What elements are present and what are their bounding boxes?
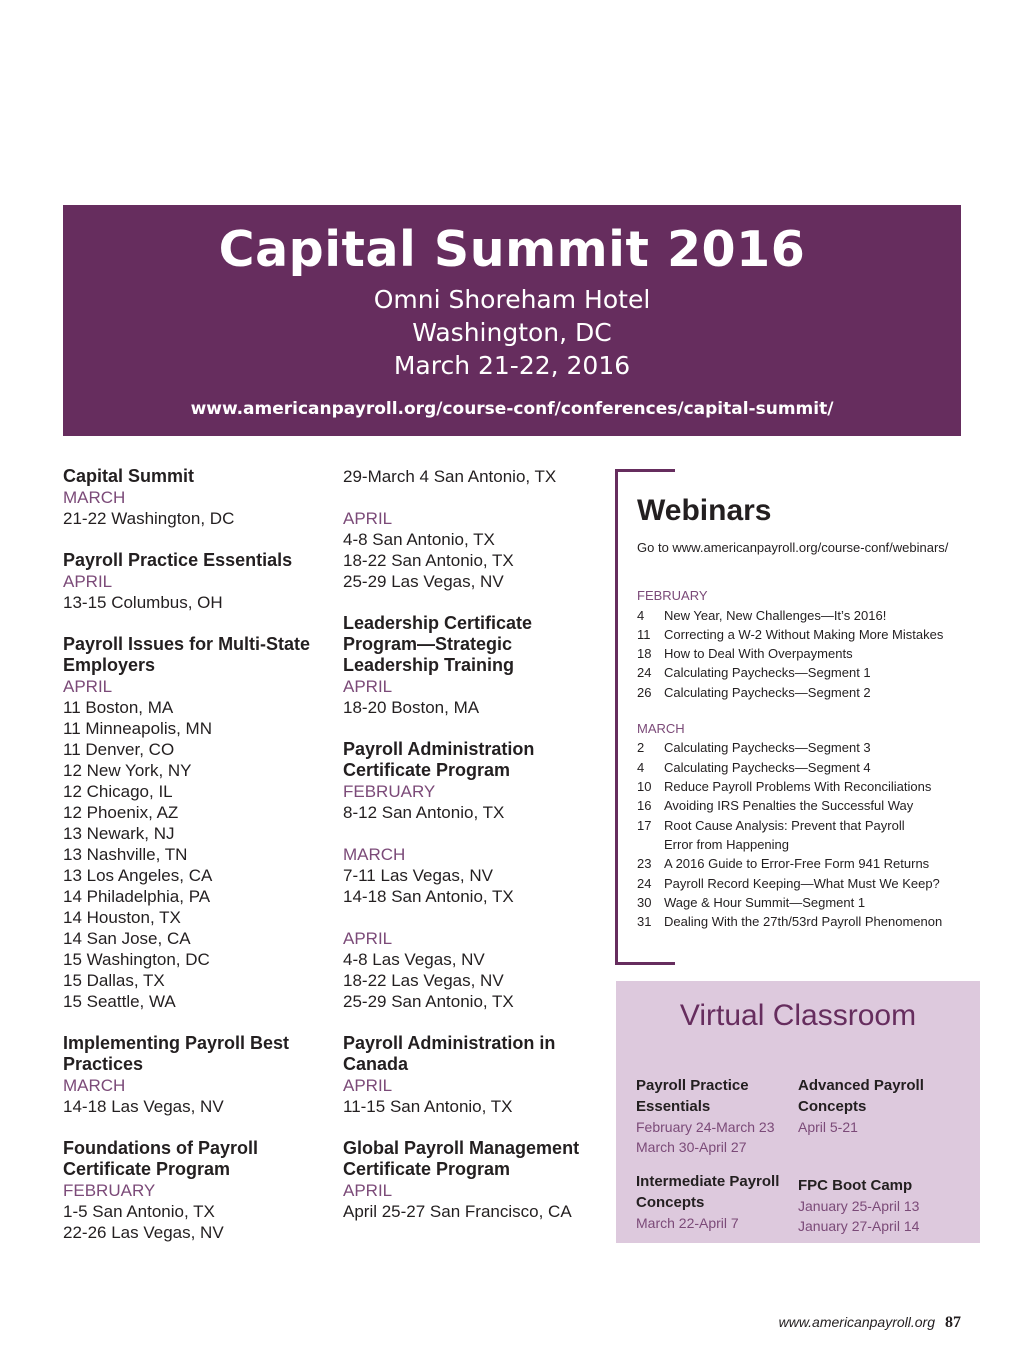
vc-item-date: April 5-21 bbox=[798, 1119, 858, 1135]
webinar-month: FEBRUARY bbox=[637, 588, 708, 603]
event-line: April 25-27 San Francisco, CA bbox=[343, 1202, 572, 1221]
course-title: Payroll Issues for Multi-State Employers bbox=[63, 634, 311, 675]
schedule-block bbox=[63, 571, 333, 613]
schedule-block bbox=[343, 928, 605, 1012]
courses-column-2 bbox=[343, 466, 605, 1222]
webinar-title: Calculating Paychecks—Segment 2 bbox=[664, 684, 871, 700]
event-line: 18-20 Boston, MA bbox=[343, 698, 480, 717]
webinar-item[interactable] bbox=[637, 625, 977, 644]
event-line: 8-12 San Antonio, TX bbox=[343, 803, 505, 822]
banner-city: Washington, DC bbox=[412, 318, 612, 347]
course-title: Payroll Practice Essentials bbox=[63, 550, 293, 570]
month-label: APRIL bbox=[343, 509, 393, 528]
webinar-title: Reduce Payroll Problems With Reconciliations bbox=[664, 779, 932, 795]
webinar-title: How to Deal With Overpayments bbox=[664, 646, 853, 662]
vc-item-title: Payroll Practice Essentials bbox=[636, 1077, 749, 1115]
course-title: Payroll Administration Certificate Program bbox=[343, 739, 535, 780]
month-label: APRIL bbox=[343, 677, 393, 696]
webinar-day: 10 bbox=[637, 779, 652, 795]
webinar-title: New Year, New Challenges—It’s 2016! bbox=[664, 607, 887, 623]
event-line: 22-26 Las Vegas, NV bbox=[63, 1223, 224, 1242]
event-line: 14 San Jose, CA bbox=[63, 929, 191, 948]
course-entry bbox=[343, 739, 605, 1012]
month-label: FEBRUARY bbox=[63, 1181, 156, 1200]
event-line: 13 Nashville, TN bbox=[63, 845, 188, 864]
page-footer bbox=[779, 1314, 961, 1332]
event-line: 29-March 4 San Antonio, TX bbox=[343, 467, 557, 486]
event-line: 11 Minneapolis, MN bbox=[63, 719, 212, 738]
vc-item-date: January 25-April 13 bbox=[798, 1198, 920, 1214]
webinar-item[interactable] bbox=[637, 816, 977, 855]
month-label: FEBRUARY bbox=[343, 782, 436, 801]
webinar-title: Avoiding IRS Penalties the Successful Way bbox=[664, 798, 914, 814]
event-line: 4-8 Las Vegas, NV bbox=[343, 950, 485, 969]
schedule-block bbox=[63, 676, 333, 1012]
banner-url[interactable]: www.americanpayroll.org/course-conf/conferences/capital-summit/ bbox=[190, 399, 834, 419]
vc-item-date: March 22-April 7 bbox=[636, 1215, 739, 1231]
course-title: Capital Summit bbox=[63, 466, 195, 486]
webinar-item[interactable] bbox=[637, 854, 977, 873]
webinar-item[interactable] bbox=[637, 758, 977, 777]
course-entry bbox=[63, 634, 333, 1012]
webinar-day: 11 bbox=[637, 626, 651, 642]
vc-item-title: Advanced Payroll Concepts bbox=[798, 1077, 924, 1115]
event-line: 21-22 Washington, DC bbox=[63, 509, 235, 528]
webinar-day: 30 bbox=[637, 894, 652, 910]
webinar-item[interactable] bbox=[637, 893, 977, 912]
event-line: 25-29 San Antonio, TX bbox=[343, 992, 514, 1011]
course-entry bbox=[343, 1138, 605, 1222]
schedule-block bbox=[343, 844, 605, 907]
webinar-day: 26 bbox=[637, 684, 652, 700]
month-label: MARCH bbox=[63, 1076, 126, 1095]
webinar-title: Dealing With the 27th/53rd Payroll Phenomenon bbox=[664, 914, 943, 930]
event-line: 12 New York, NY bbox=[63, 761, 192, 780]
month-label: MARCH bbox=[63, 488, 126, 507]
footer-url[interactable]: www.americanpayroll.org bbox=[778, 1314, 935, 1330]
event-line: 11-15 San Antonio, TX bbox=[343, 1097, 513, 1116]
event-line: 13-15 Columbus, OH bbox=[63, 593, 223, 612]
webinars-section bbox=[637, 492, 977, 931]
webinar-item[interactable] bbox=[637, 644, 977, 663]
schedule-block bbox=[343, 676, 605, 718]
virtual-classroom-heading: Virtual Classroom bbox=[679, 999, 917, 1032]
event-line: 13 Newark, NJ bbox=[63, 824, 175, 843]
event-line: 15 Washington, DC bbox=[63, 950, 210, 969]
page-number: 87 bbox=[945, 1314, 961, 1331]
course-entry bbox=[343, 613, 605, 718]
webinar-title: Correcting a W-2 Without Making More Mistakes bbox=[664, 626, 944, 642]
webinar-title: A 2016 Guide to Error-Free Form 941 Returns bbox=[664, 856, 930, 872]
event-line: 14-18 San Antonio, TX bbox=[343, 887, 514, 906]
event-line: 1-5 San Antonio, TX bbox=[63, 1202, 215, 1221]
schedule-block bbox=[343, 781, 605, 823]
vc-item bbox=[636, 1075, 786, 1157]
vc-item-date: January 27-April 14 bbox=[798, 1218, 920, 1234]
webinar-item[interactable] bbox=[637, 777, 977, 796]
banner-title: Capital Summit 2016 bbox=[218, 221, 806, 278]
event-line: 25-29 Las Vegas, NV bbox=[343, 572, 504, 591]
month-label: APRIL bbox=[343, 1076, 393, 1095]
webinar-item[interactable] bbox=[637, 683, 977, 702]
webinar-item[interactable] bbox=[637, 796, 977, 815]
webinars-heading: Webinars bbox=[637, 494, 772, 527]
schedule-block bbox=[343, 466, 605, 487]
webinar-title: Root Cause Analysis: Prevent that Payroll Error from Happening bbox=[664, 817, 905, 852]
webinar-item[interactable] bbox=[637, 874, 977, 893]
month-label: APRIL bbox=[63, 677, 113, 696]
webinars-link[interactable]: Go to www.americanpayroll.org/course-conf/webinars/ bbox=[637, 540, 949, 555]
course-entry bbox=[63, 466, 333, 529]
schedule-block bbox=[343, 508, 605, 592]
webinar-title: Payroll Record Keeping—What Must We Keep? bbox=[664, 875, 940, 891]
webinar-day: 4 bbox=[637, 607, 645, 623]
event-line: 14-18 Las Vegas, NV bbox=[63, 1097, 224, 1116]
course-entry bbox=[63, 1033, 333, 1117]
event-line: 18-22 Las Vegas, NV bbox=[343, 971, 504, 990]
webinar-item[interactable] bbox=[637, 912, 977, 931]
event-line: 13 Los Angeles, CA bbox=[63, 866, 213, 885]
webinar-item[interactable] bbox=[637, 663, 977, 682]
webinar-item[interactable] bbox=[637, 738, 977, 757]
vc-item-title: Intermediate Payroll Concepts bbox=[636, 1173, 780, 1211]
vc-item bbox=[636, 1171, 786, 1233]
course-title: Global Payroll Management Certificate Program bbox=[343, 1138, 580, 1179]
event-line: 12 Phoenix, AZ bbox=[63, 803, 179, 822]
webinar-month: MARCH bbox=[637, 720, 685, 736]
webinar-day: 24 bbox=[637, 665, 652, 681]
webinar-title: Calculating Paychecks—Segment 4 bbox=[664, 759, 871, 775]
event-line: 14 Philadelphia, PA bbox=[63, 887, 211, 906]
course-title: Implementing Payroll Best Practices bbox=[63, 1033, 290, 1074]
month-label: APRIL bbox=[343, 1181, 393, 1200]
webinars-list bbox=[637, 586, 977, 931]
course-title: Payroll Administration in Canada bbox=[343, 1033, 556, 1074]
webinar-day: 17 bbox=[637, 817, 652, 833]
webinar-title: Calculating Paychecks—Segment 3 bbox=[664, 740, 871, 756]
month-label: MARCH bbox=[343, 845, 406, 864]
banner-dates: March 21-22, 2016 bbox=[393, 351, 631, 380]
schedule-block bbox=[63, 1075, 333, 1117]
course-entry bbox=[63, 550, 333, 613]
vc-item-date: March 30-April 27 bbox=[636, 1139, 747, 1155]
webinar-title: Calculating Paychecks—Segment 1 bbox=[664, 665, 871, 681]
month-label: APRIL bbox=[343, 929, 393, 948]
event-line: 7-11 Las Vegas, NV bbox=[343, 866, 493, 885]
event-line: 11 Denver, CO bbox=[63, 740, 175, 759]
course-entry bbox=[63, 1138, 333, 1243]
course-title: Foundations of Payroll Certificate Program bbox=[63, 1138, 259, 1179]
vc-item bbox=[798, 1075, 948, 1137]
webinar-day: 24 bbox=[637, 875, 652, 891]
event-line: 18-22 San Antonio, TX bbox=[343, 551, 514, 570]
webinar-day: 18 bbox=[637, 646, 652, 662]
webinar-day: 2 bbox=[637, 740, 645, 756]
schedule-block bbox=[343, 1180, 605, 1222]
vc-item-date: February 24-March 23 bbox=[636, 1119, 775, 1135]
schedule-block bbox=[63, 487, 333, 529]
webinar-day: 16 bbox=[637, 798, 652, 814]
event-line: 11 Boston, MA bbox=[63, 698, 174, 717]
course-entry bbox=[343, 1033, 605, 1117]
event-line: 12 Chicago, IL bbox=[63, 782, 173, 801]
webinar-day: 31 bbox=[637, 914, 652, 930]
courses-column-1 bbox=[63, 466, 333, 1243]
schedule-block bbox=[63, 1180, 333, 1243]
vc-item bbox=[798, 1175, 968, 1236]
webinar-title: Wage & Hour Summit—Segment 1 bbox=[664, 894, 866, 910]
event-line: 15 Seattle, WA bbox=[63, 992, 176, 1011]
webinar-day: 4 bbox=[637, 759, 645, 775]
schedule-block bbox=[343, 1075, 605, 1117]
webinar-item[interactable] bbox=[637, 606, 977, 625]
conference-banner bbox=[63, 205, 961, 436]
month-label: APRIL bbox=[63, 572, 113, 591]
event-line: 14 Houston, TX bbox=[63, 908, 181, 927]
event-line: 4-8 San Antonio, TX bbox=[343, 530, 495, 549]
banner-venue: Omni Shoreham Hotel bbox=[373, 285, 651, 314]
course-entry bbox=[343, 466, 605, 592]
webinar-day: 23 bbox=[637, 856, 652, 872]
vc-item-title: FPC Boot Camp bbox=[798, 1177, 913, 1194]
event-line: 15 Dallas, TX bbox=[63, 971, 165, 990]
virtual-classroom-box bbox=[616, 981, 980, 1243]
course-title: Leadership Certificate Program—Strategic Leadership Training bbox=[343, 613, 533, 675]
